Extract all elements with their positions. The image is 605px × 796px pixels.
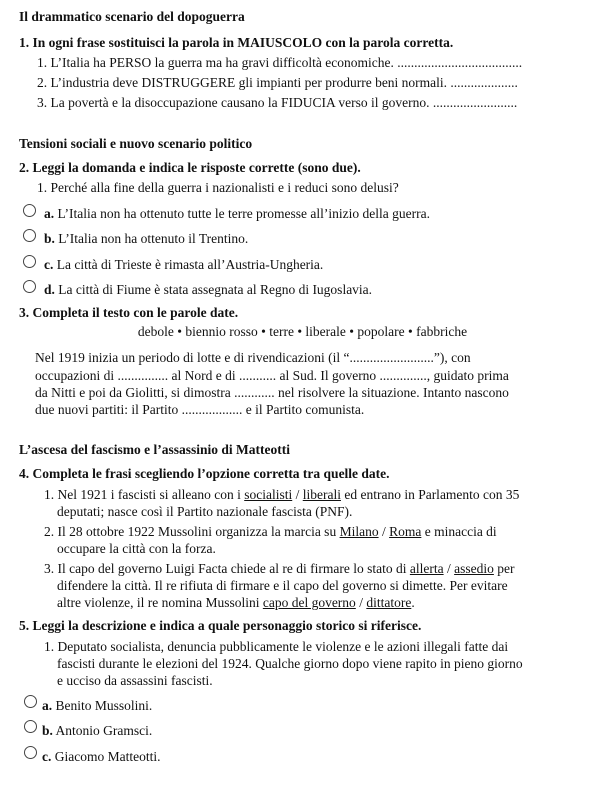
- option-letter: a.: [44, 206, 55, 221]
- q2-option-c: [44, 257, 323, 273]
- q4-sentence-3: [44, 561, 515, 577]
- option-letter: b.: [42, 723, 53, 738]
- q1-item-3: 3. La povertà e la disoccupazione causano la FIDUCIA verso il governo. .........................: [37, 95, 518, 110]
- q3-word-bank: debole • biennio rosso • terre • liberale • popolare • fabbriche: [137, 324, 468, 339]
- q5-description-line-1: 1. Deputato socialista, denuncia pubblicamente le violenze e le azioni illegali fatte dai: [44, 639, 509, 654]
- choice-socialisti[interactable]: socialisti: [244, 487, 293, 502]
- q3-text-line-4: due nuovi partiti: il Partito .................. e il Partito comunista.: [35, 402, 365, 417]
- q2-question: 1. Perché alla fine della guerra i nazionalisti e i reduci sono delusi?: [37, 180, 399, 195]
- sentence-text: .: [411, 595, 415, 610]
- q2-option-a: [44, 206, 430, 222]
- choice-capo-del-governo[interactable]: capo del governo: [262, 595, 356, 610]
- choice-separator: /: [355, 595, 367, 610]
- q4-sentence-3-line-3: [57, 595, 415, 611]
- sentence-text: 2. Il 28 ottobre 1922 Mussolini organizza la marcia su: [44, 524, 340, 539]
- choice-milano[interactable]: Milano: [339, 524, 379, 539]
- sentence-text: ed entrano in Parlamento con 35: [340, 487, 520, 502]
- q5-heading: 5. Leggi la descrizione e indica a quale personaggio storico si riferisce.: [19, 618, 422, 633]
- q5-option-b-radio[interactable]: [24, 720, 37, 733]
- choice-assedio[interactable]: assedio: [454, 561, 494, 576]
- q1-heading: 1. In ogni frase sostituisci la parola in MAIUSCOLO con la parola corretta.: [19, 35, 454, 50]
- q4-heading: 4. Completa le frasi scegliendo l’opzione corretta tra quelle date.: [19, 466, 390, 481]
- choice-separator: /: [378, 524, 390, 539]
- option-letter: a.: [42, 698, 53, 713]
- option-letter: c.: [42, 749, 52, 764]
- q2-option-a-radio[interactable]: [23, 204, 36, 217]
- q5-option-c: [42, 749, 160, 765]
- option-text: Giacomo Matteotti.: [54, 749, 161, 764]
- q1-item-1: 1. L’Italia ha PERSO la guerra ma ha gravi difficoltà economiche. .....................................: [37, 55, 523, 70]
- q4-sentence-3-line-2: difendere la città. Il re rifiuta di firmare e il capo del governo si dimette. Per evitare: [57, 578, 508, 593]
- choice-dittatore[interactable]: dittatore: [366, 595, 412, 610]
- section-heading-tensioni: Tensioni sociali e nuovo scenario politico: [19, 136, 253, 151]
- q4-sentence-1-cont: deputati; nasce così il Partito nazionale fascista (PNF).: [57, 504, 353, 519]
- section-heading-fascismo: L’ascesa del fascismo e l’assassinio di Matteotti: [19, 442, 290, 457]
- sentence-text: per: [493, 561, 515, 576]
- choice-liberali[interactable]: liberali: [302, 487, 341, 502]
- choice-separator: /: [292, 487, 303, 502]
- q5-option-c-radio[interactable]: [24, 746, 37, 759]
- q5-option-a-radio[interactable]: [24, 695, 37, 708]
- sentence-text: e minaccia di: [421, 524, 497, 539]
- option-text: La città di Trieste è rimasta all’Austria-Ungheria.: [56, 257, 324, 272]
- sentence-text: altre violenze, il re nomina Mussolini: [57, 595, 263, 610]
- choice-separator: /: [443, 561, 455, 576]
- choice-allerta[interactable]: allerta: [409, 561, 444, 576]
- q2-option-c-radio[interactable]: [23, 255, 36, 268]
- q2-option-b-radio[interactable]: [23, 229, 36, 242]
- q3-text-line-3: da Nitti e poi da Giolitti, si dimostra ............ nel risolvere la situazione. Intanto nascono: [35, 385, 509, 400]
- sentence-text: 3. Il capo del governo Luigi Facta chiede al re di firmare lo stato di: [44, 561, 410, 576]
- option-text: Antonio Gramsci.: [55, 723, 153, 738]
- q5-option-b: [42, 723, 152, 739]
- q4-sentence-1: [44, 487, 519, 503]
- option-text: La città di Fiume è stata assegnata al Regno di Iugoslavia.: [58, 282, 373, 297]
- q2-option-b: [44, 231, 248, 247]
- q2-option-d-radio[interactable]: [23, 280, 36, 293]
- q5-description-line-2: fascisti durante le elezioni del 1924. Qualche giorno dopo viene rapito in pieno giorno: [57, 656, 523, 671]
- q4-sentence-2: [44, 524, 497, 540]
- option-text: Benito Mussolini.: [55, 698, 153, 713]
- option-text: L’Italia non ha ottenuto il Trentino.: [58, 231, 249, 246]
- q5-option-a: [42, 698, 152, 714]
- q3-text-line-2: occupazioni di ............... al Nord e di ........... al Sud. Il governo .............., guidato prima: [35, 368, 509, 383]
- q2-heading: 2. Leggi la domanda e indica le risposte corrette (sono due).: [19, 160, 361, 175]
- option-letter: b.: [44, 231, 55, 246]
- q4-sentence-2-cont: occupare la città con la forza.: [57, 541, 216, 556]
- page-title: Il drammatico scenario del dopoguerra: [19, 9, 245, 24]
- q3-heading: 3. Completa il testo con le parole date.: [19, 305, 239, 320]
- option-letter: d.: [44, 282, 55, 297]
- q2-option-d: [44, 282, 372, 298]
- choice-roma[interactable]: Roma: [389, 524, 422, 539]
- option-text: L’Italia non ha ottenuto tutte le terre promesse all’inizio della guerra.: [57, 206, 430, 221]
- q1-item-2: 2. L’industria deve DISTRUGGERE gli impianti per produrre beni normali. ....................: [37, 75, 518, 90]
- option-letter: c.: [44, 257, 54, 272]
- q5-description-line-3: e ucciso da assassini fascisti.: [57, 673, 213, 688]
- q3-text-line-1: Nel 1919 inizia un periodo di lotte e di rivendicazioni (il “.........................”), con: [35, 350, 471, 365]
- sentence-text: 1. Nel 1921 i fascisti si alleano con i: [44, 487, 245, 502]
